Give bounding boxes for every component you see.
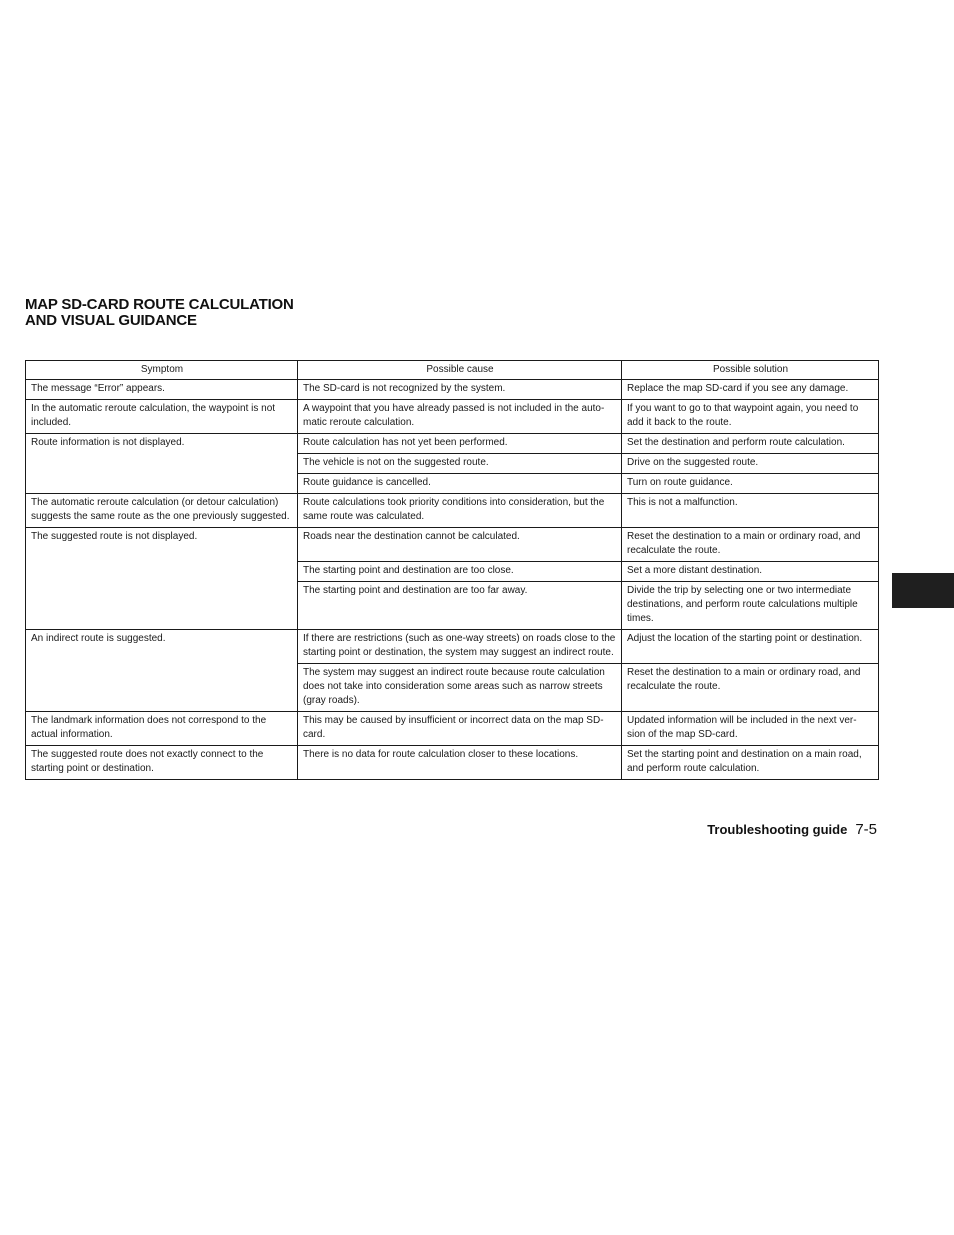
cause-cell: Route calculation has not yet been performed. bbox=[298, 434, 622, 454]
table-row bbox=[26, 434, 879, 454]
solution-cell: Updated information will be included in the next ver-sion of the map SD-card. bbox=[622, 712, 879, 746]
table-header-row bbox=[26, 361, 879, 380]
table-row bbox=[26, 380, 879, 400]
table-row bbox=[26, 528, 879, 562]
solution-cell: Replace the map SD-card if you see any damage. bbox=[622, 380, 879, 400]
section-title-line-1: MAP SD-CARD ROUTE CALCULATION bbox=[25, 296, 294, 313]
cause-cell: The starting point and destination are too close. bbox=[298, 562, 622, 582]
solution-cell: Reset the destination to a main or ordinary road, and recalculate the route. bbox=[622, 528, 879, 562]
cause-cell: The system may suggest an indirect route because route calculation does not take into consideration some areas such as narrow streets (gray roads). bbox=[298, 664, 622, 712]
header-possible-cause: Possible cause bbox=[298, 361, 622, 380]
solution-cell: This is not a malfunction. bbox=[622, 494, 879, 528]
section-title bbox=[25, 297, 294, 329]
table-body bbox=[26, 380, 879, 780]
page-footer bbox=[707, 821, 877, 838]
cause-cell: A waypoint that you have already passed is not included in the auto-matic reroute calculation. bbox=[298, 400, 622, 434]
symptom-cell: The automatic reroute calculation (or detour calculation) suggests the same route as the one previously suggested. bbox=[26, 494, 298, 528]
table-row bbox=[26, 494, 879, 528]
solution-cell: If you want to go to that waypoint again, you need to add it back to the route. bbox=[622, 400, 879, 434]
cause-cell: This may be caused by insufficient or incorrect data on the map SD-card. bbox=[298, 712, 622, 746]
symptom-cell: Route information is not displayed. bbox=[26, 434, 298, 494]
solution-cell: Set a more distant destination. bbox=[622, 562, 879, 582]
symptom-cell: An indirect route is suggested. bbox=[26, 630, 298, 712]
symptom-cell: The suggested route is not displayed. bbox=[26, 528, 298, 630]
cause-cell: The starting point and destination are too far away. bbox=[298, 582, 622, 630]
troubleshooting-table bbox=[25, 360, 879, 780]
solution-cell: Divide the trip by selecting one or two intermediate destinations, and perform route calculations multiple times. bbox=[622, 582, 879, 630]
solution-cell: Reset the destination to a main or ordinary road, and recalculate the route. bbox=[622, 664, 879, 712]
cause-cell: There is no data for route calculation closer to these locations. bbox=[298, 746, 622, 780]
page-number: 7-5 bbox=[855, 821, 877, 838]
section-title-line-2: AND VISUAL GUIDANCE bbox=[25, 312, 197, 329]
symptom-cell: The message “Error” appears. bbox=[26, 380, 298, 400]
solution-cell: Turn on route guidance. bbox=[622, 474, 879, 494]
cause-cell: The vehicle is not on the suggested route. bbox=[298, 454, 622, 474]
table-row bbox=[26, 712, 879, 746]
cause-cell: Route guidance is cancelled. bbox=[298, 474, 622, 494]
table-row bbox=[26, 746, 879, 780]
cause-cell: The SD-card is not recognized by the system. bbox=[298, 380, 622, 400]
header-possible-solution: Possible solution bbox=[622, 361, 879, 380]
solution-cell: Adjust the location of the starting point or destination. bbox=[622, 630, 879, 664]
symptom-cell: The suggested route does not exactly connect to the starting point or destination. bbox=[26, 746, 298, 780]
cause-cell: Roads near the destination cannot be calculated. bbox=[298, 528, 622, 562]
cause-cell: Route calculations took priority conditions into consideration, but the same route was calculated. bbox=[298, 494, 622, 528]
header-symptom: Symptom bbox=[26, 361, 298, 380]
table-row bbox=[26, 630, 879, 664]
solution-cell: Set the starting point and destination on a main road, and perform route calculation. bbox=[622, 746, 879, 780]
solution-cell: Set the destination and perform route calculation. bbox=[622, 434, 879, 454]
solution-cell: Drive on the suggested route. bbox=[622, 454, 879, 474]
footer-section-label: Troubleshooting guide bbox=[707, 822, 848, 837]
symptom-cell: The landmark information does not correspond to the actual information. bbox=[26, 712, 298, 746]
chapter-tab-marker bbox=[892, 573, 954, 608]
table-row bbox=[26, 400, 879, 434]
cause-cell: If there are restrictions (such as one-way streets) on roads close to the starting point or destination, the system may suggest an indirect route. bbox=[298, 630, 622, 664]
symptom-cell: In the automatic reroute calculation, the waypoint is not included. bbox=[26, 400, 298, 434]
